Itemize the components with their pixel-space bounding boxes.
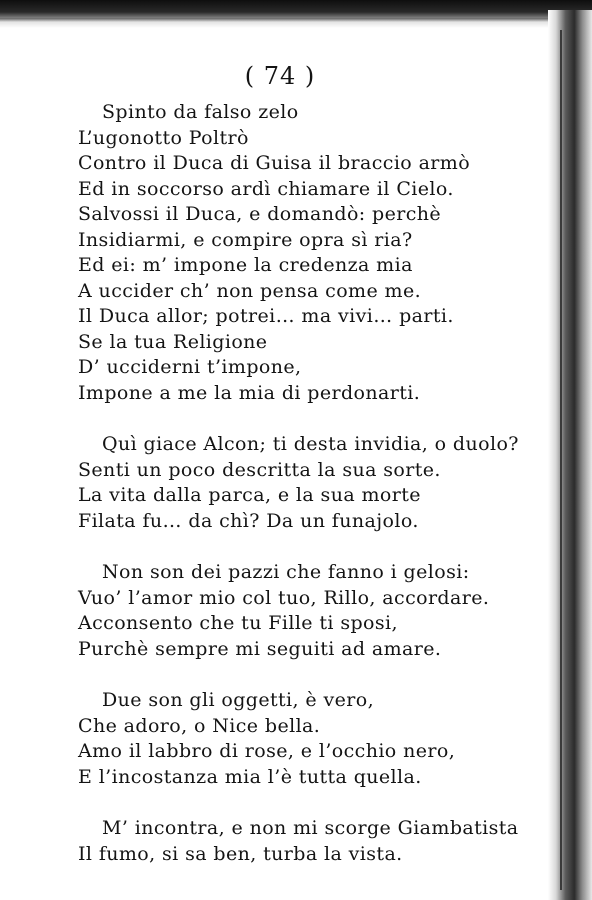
poem-line: Se la tua Religione [78,330,268,353]
poem-line: Non son dei pazzi che fanno i gelosi: [102,561,470,583]
poem-line: Vuo’ l’amor mio col tuo, Rillo, accordare. [78,586,490,609]
poem-line: Spinto da falso zelo [102,101,299,123]
poem-line: Acconsento che tu Fille ti sposi, [78,612,398,634]
poem-line: La vita dalla parca, e la sua morte [78,484,421,506]
stanza-1 [78,100,548,406]
poem-line: Il fumo, si sa ben, turba la vista. [78,842,403,865]
book-spine-edge [548,10,592,900]
poem-line: Ed ei: m’ impone la credenza mia [78,254,413,276]
poem-line: Insidiarmi, e compire opra sì ria? [78,228,413,251]
poem-line: Amo il labbro di rose, e l’occhio nero, [78,740,456,762]
poem-line: Due son gli oggetti, è vero, [102,689,375,711]
poem-line: Purchè sempre mi seguiti ad amare. [78,637,442,660]
poem-line: Ed in soccorso ardì chiamare il Cielo. [78,177,454,200]
poem-line: A uccider ch’ non pensa come me. [78,279,422,302]
stanza-4 [78,688,548,790]
poem-line: Quì giace Alcon; ti desta invidia, o duolo? [102,433,519,455]
page-top-shadow [0,18,592,28]
poem-text [78,100,548,893]
stanza-2 [78,432,548,534]
poem-line: E l’incostanza mia l’è tutta quella. [78,765,422,788]
poem-line: M’ incontra, e non mi scorge Giambatista [102,817,519,839]
poem-line: Impone a me la mia di perdonarti. [78,381,421,404]
spine-line [560,30,562,890]
stanza-5 [78,816,548,867]
poem-line: Salvossi il Duca, e domandò: perchè [78,203,442,225]
stanza-3 [78,560,548,662]
poem-line: Filata fu… da chì? Da un funajolo. [78,509,419,532]
poem-line: Che adoro, o Nice bella. [78,714,321,737]
page-number: ( 74 ) [244,62,316,90]
poem-line: Il Duca allor; potrei… ma vivi… parti. [78,305,454,327]
poem-line: Contro il Duca di Guisa il braccio armò [78,152,471,174]
poem-line: D’ ucciderni t’impone, [78,356,302,378]
poem-line: Senti un poco descritta la sua sorte. [78,458,441,481]
poem-line: L’ugonotto Poltrò [78,126,249,149]
